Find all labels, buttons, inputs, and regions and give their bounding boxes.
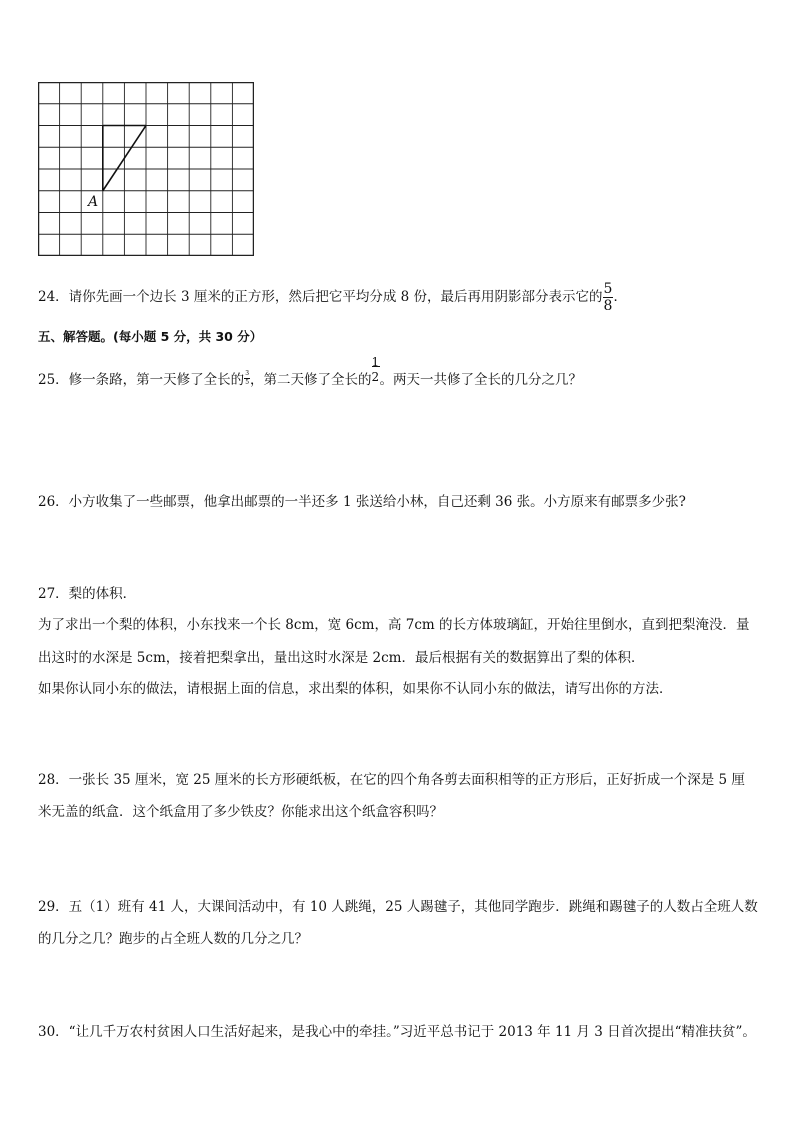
question-27-line-1: 为了求出一个梨的体积，小东找来一个长 8cm，宽 6cm，高 7cm 的长方体玻璃缸，开始往里倒水，直到把梨淹没．量 bbox=[38, 617, 750, 633]
question-27-title: 27．梨的体积． bbox=[38, 586, 137, 602]
question-25 bbox=[38, 355, 583, 390]
q25-frac2-num: 1 bbox=[371, 355, 380, 369]
q25-fraction-2 bbox=[371, 355, 380, 384]
grid-diagram bbox=[38, 82, 254, 256]
question-24 bbox=[38, 282, 627, 313]
question-29-line-1: 29．五（1）班有 41 人，大课间活动中，有 10 人跳绳，25 人踢毽子，其他同学跑步．跳绳和踢毽子的人数占全班人数 bbox=[38, 899, 758, 915]
question-28-line-1: 28．一张长 35 厘米，宽 25 厘米的长方形硬纸板，在它的四个角各剪去面积相等的正方形后，正好折成一个深是 5 厘 bbox=[38, 772, 745, 788]
q25-frac1-num: 3 bbox=[245, 370, 250, 377]
grid-figure bbox=[38, 82, 254, 256]
q25-text-b: ，第二天修了全长的 bbox=[250, 372, 372, 388]
question-29-line-2: 的几分之几？跑步的占全班人数的几分之几？ bbox=[38, 931, 308, 947]
q25-fraction-1 bbox=[244, 371, 250, 386]
q25-text-a: 25．修一条路，第一天修了全长的 bbox=[38, 372, 245, 388]
q24-tail: ． bbox=[613, 289, 627, 305]
q25-frac1-den: 5 bbox=[245, 379, 250, 386]
question-30: 30．“让几千万农村贫困人口生活好起来，是我心中的牵挂。”习近平总书记于 2013 年 11 月 3 日首次提出“精准扶贫”。 bbox=[38, 1024, 756, 1040]
question-28-line-2: 米无盖的纸盒．这个纸盒用了多少铁皮？你能求出这个纸盒容积吗？ bbox=[38, 804, 443, 820]
q24-text: 24．请你先画一个边长 3 厘米的正方形，然后把它平均分成 8 份，最后再用阴影部分表示它的 bbox=[38, 289, 603, 305]
section-5-heading: 五、解答题。(每小题 5 分，共 30 分） bbox=[38, 329, 263, 344]
question-27-line-2: 出这时的水深是 5cm，接着把梨拿出，量出这时水深是 2cm．最后根据有关的数据算出了梨的体积． bbox=[38, 650, 645, 666]
q25-text-c: 。两天一共修了全长的几分之几？ bbox=[379, 372, 583, 388]
q24-frac-den: 8 bbox=[603, 298, 613, 314]
q24-frac-num: 5 bbox=[603, 281, 613, 297]
point-a-label: A bbox=[88, 194, 99, 210]
question-27-line-3: 如果你认同小东的做法，请根据上面的信息，求出梨的体积，如果你不认同小东的做法，请写出你的方法． bbox=[38, 681, 673, 697]
q24-fraction bbox=[603, 282, 614, 313]
grid-lines bbox=[38, 82, 254, 256]
q25-frac2-den: 2 bbox=[371, 370, 380, 384]
question-26: 26．小方收集了一些邮票，他拿出邮票的一半还多 1 张送给小林，自己还剩 36 张。小方原来有邮票多少张? bbox=[38, 494, 686, 510]
